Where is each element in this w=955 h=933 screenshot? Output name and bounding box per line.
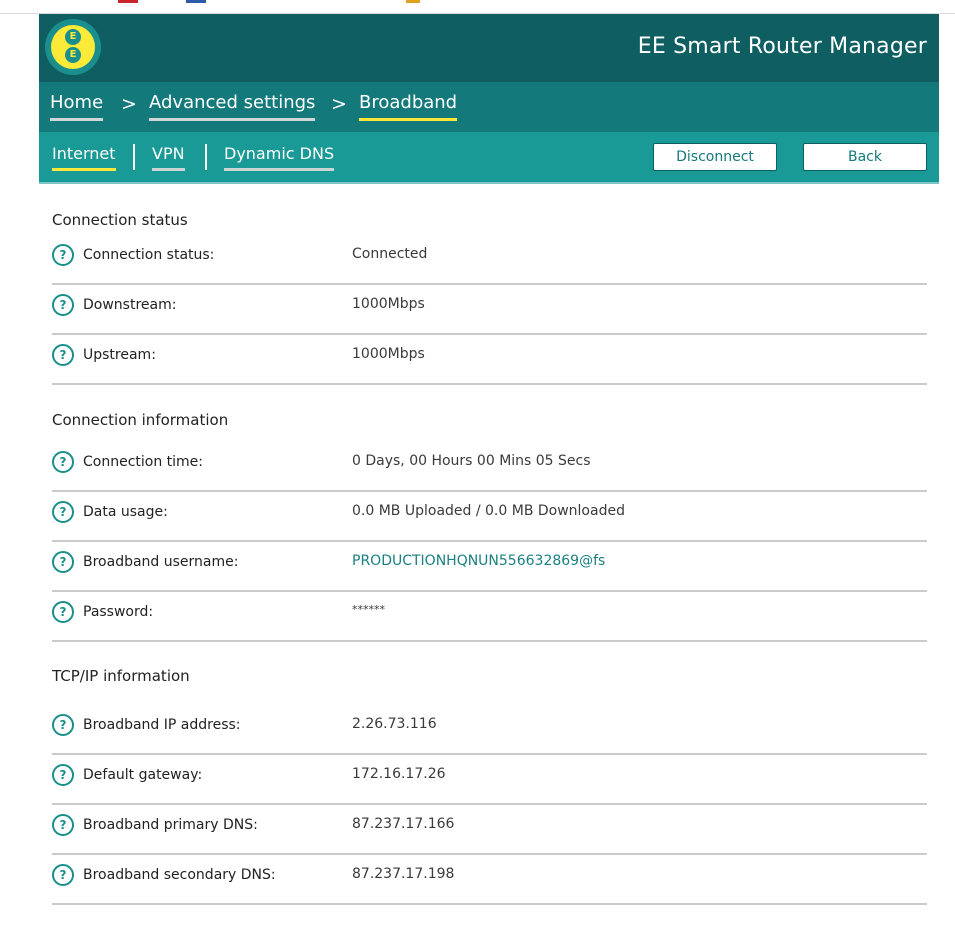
help-icon[interactable]: ? <box>52 551 74 573</box>
breadcrumb-home-link[interactable]: Home <box>50 92 103 121</box>
row-value: 2.26.73.116 <box>352 716 437 732</box>
back-button[interactable]: Back <box>803 143 927 171</box>
info-row <box>52 440 927 492</box>
password-value: ****** <box>352 603 385 616</box>
row-label: Connection status: <box>83 247 215 263</box>
bookmark-favicon <box>186 0 206 3</box>
help-icon[interactable]: ? <box>52 244 74 266</box>
breadcrumb-broadband-current[interactable]: Broadband <box>359 92 457 121</box>
help-icon[interactable]: ? <box>52 501 74 523</box>
row-value: 87.237.17.166 <box>352 816 455 832</box>
row-label: Data usage: <box>83 504 168 520</box>
row-value: 172.16.17.26 <box>352 766 446 782</box>
bookmark-favicon <box>118 0 138 3</box>
row-value: 0 Days, 00 Hours 00 Mins 05 Secs <box>352 453 591 469</box>
info-row <box>52 803 927 855</box>
tab-dynamic-dns[interactable]: Dynamic DNS <box>224 144 334 171</box>
tab-internet[interactable]: Internet <box>52 144 116 171</box>
row-label: Broadband secondary DNS: <box>83 867 276 883</box>
row-value: 87.237.17.198 <box>352 866 455 882</box>
row-label: Broadband IP address: <box>83 717 241 733</box>
help-icon[interactable]: ? <box>52 764 74 786</box>
row-value: 1000Mbps <box>352 346 425 362</box>
help-icon[interactable]: ? <box>52 344 74 366</box>
info-row <box>52 590 927 642</box>
tab-divider <box>205 144 207 170</box>
help-icon[interactable]: ? <box>52 714 74 736</box>
row-value: Connected <box>352 246 428 262</box>
help-icon[interactable]: ? <box>52 601 74 623</box>
info-row <box>52 283 927 335</box>
info-row <box>52 703 927 755</box>
app-title: EE Smart Router Manager <box>637 34 927 59</box>
tab-divider <box>133 144 135 170</box>
section-title-tcpip-information: TCP/IP information <box>52 667 190 685</box>
row-label: Downstream: <box>83 297 177 313</box>
row-label: Connection time: <box>83 454 204 470</box>
section-title-connection-information: Connection information <box>52 411 229 429</box>
info-row <box>52 333 927 385</box>
help-icon[interactable]: ? <box>52 451 74 473</box>
browser-toolbar-strip <box>0 0 955 14</box>
ee-logo-icon[interactable]: E E <box>45 19 101 75</box>
row-value: 0.0 MB Uploaded / 0.0 MB Downloaded <box>352 503 625 519</box>
info-row <box>52 233 927 285</box>
breadcrumb <box>39 82 939 132</box>
disconnect-button[interactable]: Disconnect <box>653 143 777 171</box>
section-title-connection-status: Connection status <box>52 211 188 229</box>
row-label: Upstream: <box>83 347 156 363</box>
row-value: 1000Mbps <box>352 296 425 312</box>
info-row <box>52 540 927 592</box>
row-label: Broadband primary DNS: <box>83 817 258 833</box>
breadcrumb-separator-icon: > <box>121 93 137 115</box>
bookmark-favicon <box>406 0 420 3</box>
help-icon[interactable]: ? <box>52 814 74 836</box>
breadcrumb-separator-icon: > <box>331 93 347 115</box>
tab-vpn[interactable]: VPN <box>152 144 185 171</box>
info-row <box>52 753 927 805</box>
row-label: Broadband username: <box>83 554 239 570</box>
help-icon[interactable]: ? <box>52 294 74 316</box>
router-manager-app <box>39 14 939 184</box>
sub-tab-bar <box>39 132 939 184</box>
broadband-username-value: PRODUCTIONHQNUN556632869@fs <box>352 553 606 569</box>
breadcrumb-advanced-settings-link[interactable]: Advanced settings <box>149 92 315 121</box>
info-row <box>52 490 927 542</box>
info-row <box>52 853 927 905</box>
row-label: Default gateway: <box>83 767 203 783</box>
row-label: Password: <box>83 604 154 620</box>
app-header <box>39 14 939 82</box>
help-icon[interactable]: ? <box>52 864 74 886</box>
